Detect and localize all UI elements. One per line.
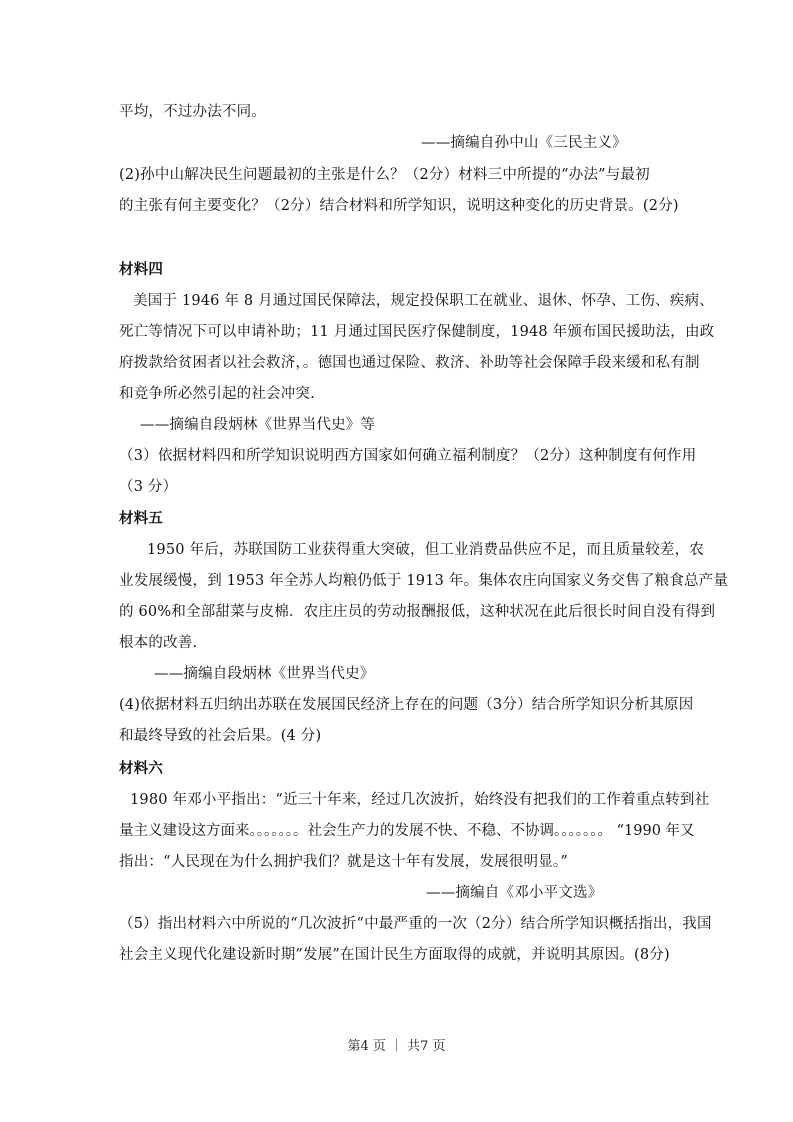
text-line: 死亡等情况下可以申请补助；11 月通过国民医疗保健制度，1948 年颁布国民援助法，由政	[119, 324, 715, 340]
section-heading-material-6: 材料六	[119, 761, 164, 777]
text-line: 的 60%和全部甜菜与皮棉．农庄庄员的劳动报酬报低，这种状况在此后很长时间自没有得到	[119, 604, 716, 620]
source-citation: ——摘编自孙中山《三民主义》	[421, 135, 627, 151]
question-5-line-1: （5）指出材料六中所说的“几次波折“中最严重的一次（2分）结合所学知识概括指出，我国	[119, 916, 712, 932]
text-line: 指出：“人民现在为什么拥护我们？就是这十年有发展，发展很明显。”	[119, 854, 568, 870]
text-line: 根本的改善.	[119, 635, 198, 651]
source-citation: ——摘编自段炳林《世界当代史》	[154, 666, 375, 682]
text-line: 1950 年后，苏联国防工业获得重大突破，但工业消费品供应不足，而且质量较差，农	[147, 542, 705, 558]
question-4-line-2: 和最终导致的社会后果。(4 分)	[119, 728, 322, 744]
text-line: 和竞争所必然引起的社会冲突.	[119, 386, 315, 402]
source-citation: ——摘编自段炳林《世界当代史》等	[140, 417, 376, 433]
section-heading-material-5: 材料五	[119, 511, 164, 527]
section-heading-material-4: 材料四	[119, 262, 164, 278]
text-line: 平均，不过办法不同。	[119, 104, 266, 120]
question-2-line-2: 的主张有何主要变化？（2分）结合材料和所学知识，说明这种变化的历史背景。(2分)	[119, 198, 679, 214]
text-line: 1980 年邓小平指出：“近三十年来，经过几次波折，始终没有把我们的工作着重点转到社	[130, 792, 710, 808]
page-number: 第4 页 ｜ 共7 页	[347, 1039, 446, 1054]
source-citation: ——摘编自《邓小平文选》	[426, 885, 603, 901]
question-4-line-1: (4)依据材料五归纳出苏联在发展国民经济上存在的问题（3分）结合所学知识分析其原因	[119, 697, 694, 713]
text-line: 美国于 1946 年 8 月通过国民保障法，规定投保职工在就业、退休、怀孕、工伤、疾病、	[133, 293, 714, 309]
text-line: 量主义建设这方面来。。。。。。。社会生产力的发展不快、不稳、不协调。。。。。。。 “1990 年又	[119, 823, 695, 839]
question-3-line-1: （3）依据材料四和所学知识说明西方国家如何确立福利制度？（2分）这种制度有何作用	[119, 448, 697, 464]
question-2-line-1: (2)孙中山解决民生问题最初的主张是什么？（2分）材料三中所提的“办法”与最初	[119, 167, 650, 183]
text-line: 府拨款给贫困者以社会救济，。德国也通过保险、救济、补助等社会保障手段来缓和私有制	[119, 355, 700, 371]
question-3-line-2: （3 分）	[119, 479, 178, 495]
text-line: 业发展缓慢，到 1953 年全苏人均粮仍低于 1913 年。集体农庄向国家义务交售了粮食总产量	[119, 573, 729, 589]
question-5-line-2: 社会主义现代化建设新时期”发展”在国计民生方面取得的成就，并说明其原因。(8分)	[119, 947, 670, 963]
